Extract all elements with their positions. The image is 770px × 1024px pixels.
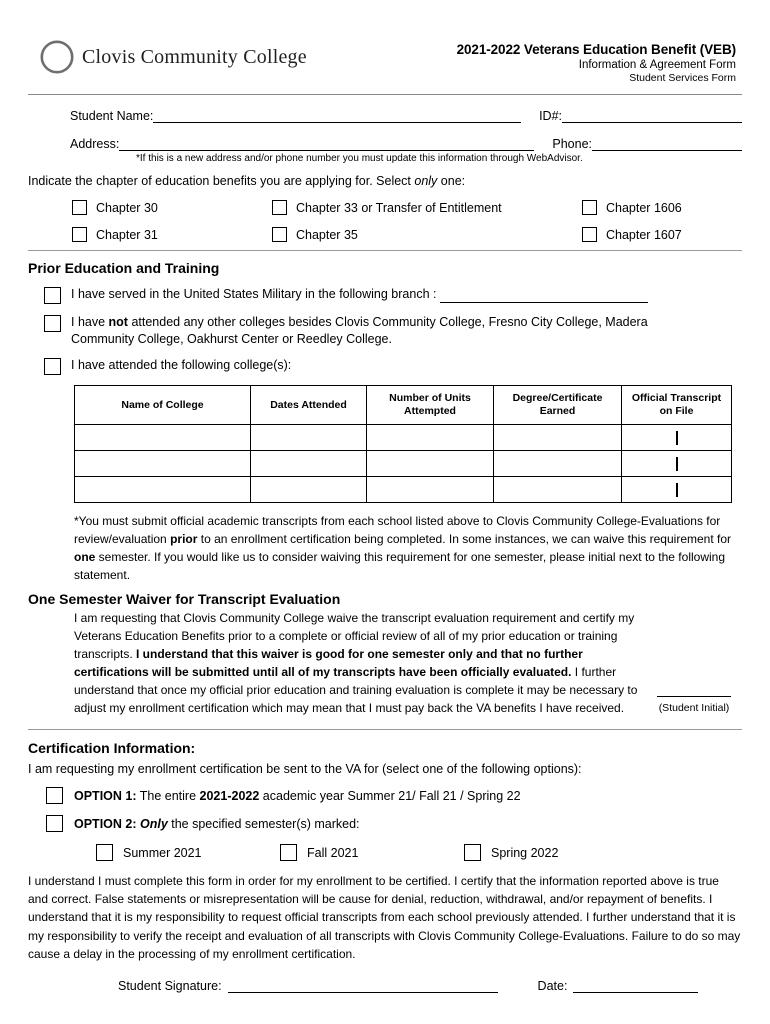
chapter-option-1606[interactable] <box>582 200 742 215</box>
military-branch-input[interactable] <box>440 290 648 303</box>
cell-college-name[interactable] <box>75 451 251 477</box>
semester-option-summer[interactable] <box>96 844 270 861</box>
address-input[interactable] <box>119 137 534 151</box>
checkbox-option-1[interactable] <box>46 787 63 804</box>
waiver-body-part2: I further understand that once my official prior education and training evaluation is complete it may be necessary to adjust my enrollment certification which may mean that I must pay back the VA benefits I have received. <box>74 665 638 715</box>
signature-label: Student Signature: <box>118 979 222 994</box>
transcript-note-part3: semester. If you would like us to consider waiving this requirement for one semester, please initial next to the following statement. <box>74 550 725 582</box>
no-other-colleges-post: attended any other colleges besides Clovis Community College, Fresno City College, Madera Community College, Oakhurst Center or Reedley College. <box>71 315 648 346</box>
transcript-note-part2: to an enrollment certification being completed. In some instances, we can waive this requirement for <box>197 532 732 546</box>
phone-label: Phone: <box>552 137 592 151</box>
cell-degree[interactable] <box>494 477 622 503</box>
chapter-option-30[interactable] <box>72 200 272 215</box>
transcript-note-bold2: one <box>74 550 96 564</box>
student-id-label: ID#: <box>539 109 562 123</box>
cell-transcript[interactable] <box>622 451 732 477</box>
cell-units[interactable] <box>367 425 494 451</box>
col-header-units: Number of Units Attempted <box>367 386 494 425</box>
student-name-input[interactable] <box>153 109 521 123</box>
checkbox-option-2[interactable] <box>46 815 63 832</box>
chapter-option-label: Chapter 1606 <box>606 200 682 215</box>
form-title-block <box>457 34 742 84</box>
checkbox-fall-2021[interactable] <box>280 844 297 861</box>
checkbox-summer-2021[interactable] <box>96 844 113 861</box>
chapter-instruction <box>28 174 742 188</box>
form-header <box>28 28 742 88</box>
date-input[interactable] <box>573 979 698 993</box>
col-header-transcript: Official Transcript on File <box>622 386 732 425</box>
option-2-label: OPTION 2: <box>74 816 137 831</box>
chapter-options <box>28 200 742 242</box>
waiver-body-bold: I understand that this waiver is good for one semester only and that no further certifications will be submitted until all of my transcripts have been officially evaluated. <box>74 647 583 679</box>
chapter-instruction-post: one: <box>437 174 466 188</box>
section-divider-prior-education <box>28 250 742 251</box>
table-row <box>75 425 732 451</box>
student-initial-block <box>646 682 742 717</box>
student-initial-input[interactable] <box>657 682 731 697</box>
colleges-table <box>74 385 732 503</box>
no-other-colleges-row <box>28 314 742 347</box>
cell-dates[interactable] <box>251 477 367 503</box>
student-name-label: Student Name: <box>70 109 154 123</box>
option-2-text <box>74 817 360 831</box>
no-other-colleges-pre: I have <box>71 315 109 329</box>
form-subtitle: Information & Agreement Form <box>578 59 736 71</box>
cell-degree[interactable] <box>494 425 622 451</box>
college-logo <box>28 34 307 74</box>
chapter-option-label: Chapter 1607 <box>606 227 682 242</box>
table-row <box>75 477 732 503</box>
cell-dates[interactable] <box>251 425 367 451</box>
option-1-pre: The entire <box>136 788 200 803</box>
checkbox-chapter-30[interactable] <box>72 200 87 215</box>
chapter-option-label: Chapter 30 <box>96 200 158 215</box>
student-id-input[interactable] <box>562 109 742 123</box>
clovis-c-icon <box>40 40 74 74</box>
option-1-label: OPTION 1: <box>74 788 137 803</box>
address-note: *If this is a new address and/or phone number you must update this information through WebAdvisor. <box>136 153 583 164</box>
no-other-colleges-text <box>71 314 691 347</box>
transcript-note-part1: *You must submit official academic transcripts from each school listed above to Clovis Community College-Evaluations for review/evaluation <box>74 514 721 546</box>
military-branch-text <box>71 286 648 303</box>
chapter-option-label: Chapter 35 <box>296 227 358 242</box>
semester-option-spring[interactable] <box>464 844 638 861</box>
waiver-body <box>28 609 742 717</box>
option-2-post: the specified semester(s) marked: <box>167 816 360 831</box>
option-1-text <box>74 789 521 803</box>
checkbox-chapter-31[interactable] <box>72 227 87 242</box>
checkbox-chapter-33[interactable] <box>272 200 287 215</box>
checkbox-chapter-1606[interactable] <box>582 200 597 215</box>
military-branch-row <box>28 286 742 304</box>
checkbox-no-other-colleges[interactable] <box>44 315 61 332</box>
checkbox-military-service[interactable] <box>44 287 61 304</box>
checkbox-attended-colleges[interactable] <box>44 358 61 375</box>
cell-units[interactable] <box>367 477 494 503</box>
cell-degree[interactable] <box>494 451 622 477</box>
col-header-degree: Degree/Certificate Earned <box>494 386 622 425</box>
cell-college-name[interactable] <box>75 477 251 503</box>
student-name-row <box>28 109 742 123</box>
chapter-instruction-emphasis: only <box>414 174 438 188</box>
checkbox-spring-2022[interactable] <box>464 844 481 861</box>
transcript-note <box>28 512 742 584</box>
certification-body: I understand I must complete this form in order for my enrollment to be certified. I certify that the information reported above is true and correct. False statements or misrepresentation will be cause for denial, reduction, withdrawal, and/or repayment of benefits. I understand that it is my responsibility to request official transcripts from each school previously attended. I further understand that it is my responsibility to verify the receipt and evaluation of all transcripts with Clovis Community College-Evaluations. Failure to do so may cause a delay in the processing of my enrollment certification. <box>28 874 741 961</box>
attended-colleges-label: I have attended the following college(s): <box>71 358 292 372</box>
cell-transcript[interactable] <box>622 477 732 503</box>
transcript-note-bold1: prior <box>170 532 198 546</box>
signature-input[interactable] <box>228 979 498 993</box>
cell-college-name[interactable] <box>75 425 251 451</box>
signature-row <box>28 979 742 993</box>
attended-colleges-row <box>28 357 742 375</box>
cell-transcript[interactable] <box>622 425 732 451</box>
chapter-instruction-pre: Indicate the chapter of education benefits you are applying for. Select <box>28 174 415 188</box>
semester-options <box>28 844 742 861</box>
option-1-years: 2021-2022 <box>199 788 260 803</box>
option-1-post: academic year Summer 21/ Fall 21 / Spring 22 <box>259 788 521 803</box>
certification-title: Certification Information: <box>28 740 196 756</box>
cell-dates[interactable] <box>251 451 367 477</box>
prior-education-title: Prior Education and Training <box>28 260 220 276</box>
colleges-table-header-row <box>75 386 732 425</box>
address-label: Address: <box>70 137 120 151</box>
phone-input[interactable] <box>592 137 742 151</box>
military-branch-label: I have served in the United States Military in the following branch : <box>71 287 437 301</box>
header-divider <box>28 94 742 95</box>
checkbox-chapter-35[interactable] <box>272 227 287 242</box>
chapter-option-31[interactable] <box>72 227 272 242</box>
option-2-row[interactable] <box>28 815 742 832</box>
semester-label: Summer 2021 <box>123 845 202 860</box>
no-other-colleges-bold: not <box>108 315 128 329</box>
semester-label: Spring 2022 <box>491 845 559 860</box>
table-row <box>75 451 732 477</box>
student-initial-caption: (Student Initial) <box>658 702 730 715</box>
semester-label: Fall 2021 <box>307 845 359 860</box>
waiver-title: One Semester Waiver for Transcript Evaluation <box>28 591 341 607</box>
section-divider-certification <box>28 729 742 730</box>
checkbox-chapter-1607[interactable] <box>582 227 597 242</box>
option-2-emphasis: Only <box>136 816 168 831</box>
col-header-dates: Dates Attended <box>251 386 367 425</box>
checkbox-transcript-on-file[interactable] <box>676 431 678 445</box>
form-department: Student Services Form <box>629 72 736 84</box>
waiver-body-part1: I am requesting that Clovis Community College waive the transcript evaluation requirement and certify my Veterans Education Benefits prior to a complete or official review of all of my prior education or training transcripts. <box>74 611 635 661</box>
college-name: Clovis Community College <box>82 45 307 68</box>
cell-units[interactable] <box>367 451 494 477</box>
semester-option-fall[interactable] <box>280 844 454 861</box>
address-row <box>28 137 742 151</box>
col-header-name: Name of College <box>75 386 251 425</box>
checkbox-transcript-on-file[interactable] <box>676 457 678 471</box>
chapter-option-1607[interactable] <box>582 227 742 242</box>
certification-lead: I am requesting my enrollment certification be sent to the VA for (select one of the following options): <box>28 762 582 776</box>
date-label: Date: <box>537 979 568 994</box>
chapter-option-35[interactable] <box>272 227 582 242</box>
option-1-row[interactable] <box>28 787 742 804</box>
chapter-option-33[interactable] <box>272 200 582 215</box>
chapter-option-label: Chapter 33 or Transfer of Entitlement <box>296 200 502 215</box>
chapter-option-label: Chapter 31 <box>96 227 158 242</box>
checkbox-transcript-on-file[interactable] <box>676 483 678 497</box>
form-title: 2021-2022 Veterans Education Benefit (VEB) <box>456 42 736 57</box>
